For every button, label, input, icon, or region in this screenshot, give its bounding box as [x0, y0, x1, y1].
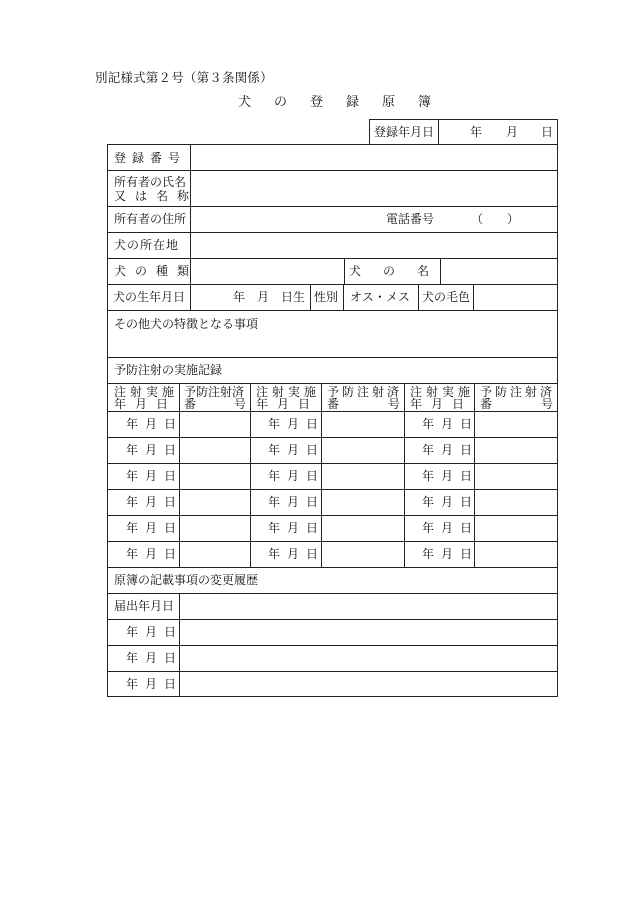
dog-name-label: 犬の名 — [349, 264, 452, 278]
notification-date-label: 届出年月日 — [114, 599, 175, 613]
form-number-label: 別記様式第２号（第３条関係） — [95, 70, 273, 85]
vaccination-row-date: 年月日 — [268, 443, 326, 457]
vaccination-row-date: 年月日 — [126, 495, 184, 509]
vaccination-row-date: 年月日 — [422, 521, 480, 535]
vaccination-date-header-1b: 年月日 — [114, 397, 178, 411]
sex-options: オス・メス — [350, 290, 410, 304]
vaccination-section-title: 予防注射の実施記録 — [114, 363, 223, 377]
registration-month-unit: 月 — [506, 125, 519, 139]
vaccination-row-date: 年月日 — [422, 417, 480, 431]
vaccination-date-header-2a: 注射実施 — [256, 385, 321, 399]
vaccination-row-date: 年月日 — [268, 547, 326, 561]
vaccination-date-header-3a: 注射実施 — [410, 385, 475, 399]
dog-birth-date-value: 年 月 日生 — [233, 290, 306, 304]
vaccination-row-date: 年月日 — [268, 417, 326, 431]
phone-number-label: 電話番号 — [386, 212, 435, 226]
vaccination-date-header-2b: 年月日 — [256, 397, 320, 411]
features-label: その他犬の特徴となる事項 — [114, 317, 259, 331]
vaccination-date-header-1a: 注射実施 — [114, 385, 179, 399]
vaccination-number-header-3a: 予防注射済 — [480, 385, 556, 399]
vaccination-number-header-2a: 予防注射済 — [327, 385, 403, 399]
vaccination-row-date: 年月日 — [268, 495, 326, 509]
owner-address-label: 所有者の住所 — [114, 212, 187, 226]
vaccination-row-date: 年月日 — [126, 443, 184, 457]
vaccination-number-header-1c: 号 — [234, 397, 247, 411]
change-history-row-date: 年月日 — [126, 625, 184, 639]
vaccination-row-date: 年月日 — [422, 443, 480, 457]
vaccination-row-date: 年月日 — [126, 469, 184, 483]
phone-parentheses: （ ） — [471, 212, 520, 226]
vaccination-number-header-1a: 予防注射済 — [184, 385, 245, 399]
vaccination-date-header-3b: 年月日 — [410, 397, 474, 411]
vaccination-row-date: 年月日 — [126, 547, 184, 561]
vaccination-row-date: 年月日 — [268, 521, 326, 535]
vaccination-row-date: 年月日 — [268, 469, 326, 483]
coat-color-label: 犬の毛色 — [422, 290, 471, 304]
owner-name-label-line2: 又は名称 — [114, 189, 199, 203]
registration-year-unit: 年 — [470, 125, 483, 139]
vaccination-row-date: 年月日 — [126, 417, 184, 431]
registration-date-label: 登録年月日 — [374, 125, 435, 139]
vaccination-number-header-1b: 番 — [184, 397, 197, 411]
change-history-row-date: 年月日 — [126, 677, 184, 691]
registration-number-label: 登録番号 — [114, 151, 187, 165]
vaccination-row-date: 年月日 — [422, 469, 480, 483]
vaccination-row-date: 年月日 — [126, 521, 184, 535]
dog-breed-label: 犬の種類 — [114, 264, 199, 278]
registration-day-unit: 日 — [541, 125, 554, 139]
owner-name-label-line1: 所有者の氏名 — [114, 175, 187, 189]
dog-location-label: 犬の所在地 — [114, 238, 180, 252]
vaccination-number-header-3b: 番 — [480, 397, 493, 411]
sex-label: 性別 — [314, 290, 339, 304]
document-title: 犬の登録原簿 — [238, 95, 455, 110]
vaccination-row-date: 年月日 — [422, 495, 480, 509]
change-history-row-date: 年月日 — [126, 651, 184, 665]
vaccination-number-header-3c: 号 — [541, 397, 554, 411]
dog-birth-date-label: 犬の生年月日 — [113, 290, 186, 304]
vaccination-number-header-2b: 番 — [327, 397, 340, 411]
vaccination-number-header-2c: 号 — [388, 397, 401, 411]
change-history-title: 原簿の記載事項の変更履歴 — [114, 573, 259, 587]
vaccination-row-date: 年月日 — [422, 547, 480, 561]
